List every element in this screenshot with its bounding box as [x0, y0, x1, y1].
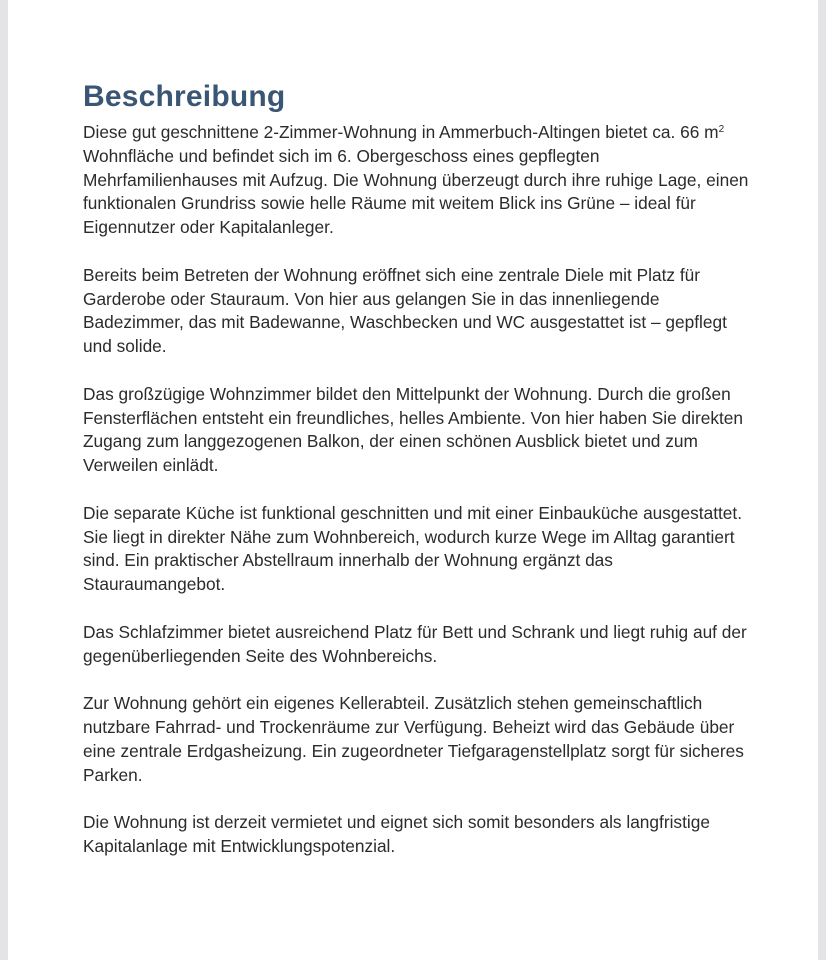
paragraph-1-text-end: Wohnfläche und befindet sich im 6. Obergeschoss eines gepflegten Mehrfamilienhauses mit Aufzug. Die Wohnung überzeugt durch ihre ruhige Lage, einen funktionalen Grundriss sowie helle Räume mit weitem Blick ins Grüne – ideal für Eigennutzer oder Kapitalanleger.	[83, 145, 749, 238]
description-paragraph-7: Die Wohnung ist derzeit vermietet und eignet sich somit besonders als langfristige Kapitalanlage mit Entwicklungspotenzial.	[83, 812, 710, 856]
description-paragraph-1	[83, 121, 753, 240]
section-title: Beschreibung	[83, 80, 286, 113]
paragraph-1-text-start: Diese gut geschnittene 2-Zimmer-Wohnung in Ammerbuch-Altingen bietet ca. 66 m	[83, 122, 719, 142]
document-page	[8, 0, 818, 960]
description-section	[83, 78, 753, 883]
square-meter-superscript: 2	[718, 124, 725, 135]
description-paragraph-2: Bereits beim Betreten der Wohnung eröffnet sich eine zentrale Diele mit Platz für Garderobe oder Stauraum. Von hier aus gelangen Sie in das innenliegende Badezimmer, das mit Badewanne, Waschbecken und WC ausgestattet ist – gepflegt und solide.	[83, 264, 727, 357]
description-paragraph-5: Das Schlafzimmer bietet ausreichend Platz für Bett und Schrank und liegt ruhig auf der gegenüberliegenden Seite des Wohnbereichs.	[83, 621, 747, 666]
description-paragraph-3: Das großzügige Wohnzimmer bildet den Mittelpunkt der Wohnung. Durch die großen Fensterflächen entsteht ein freundliches, helles Ambiente. Von hier haben Sie direkten Zugang zum langgezogenen Balkon, der einen schönen Ausblick bietet und zum Verweilen einlädt.	[83, 383, 743, 476]
description-paragraph-6: Zur Wohnung gehört ein eigenes Kellerabteil. Zusätzlich stehen gemeinschaftlich nutzbare Fahrrad- und Trockenräume zur Verfügung. Beheizt wird das Gebäude über eine zentrale Erdgasheizung. Ein zugeordneter Tiefgaragenstellplatz sorgt für sicheres Parken.	[83, 693, 744, 785]
description-paragraph-4: Die separate Küche ist funktional geschnitten und mit einer Einbauküche ausgestattet. Sie liegt in direkter Nähe zum Wohnbereich, wodurch kurze Wege im Alltag garantiert sind. Ein praktischer Abstellraum innerhalb der Wohnung ergänzt das Stauraumangebot.	[83, 502, 743, 595]
